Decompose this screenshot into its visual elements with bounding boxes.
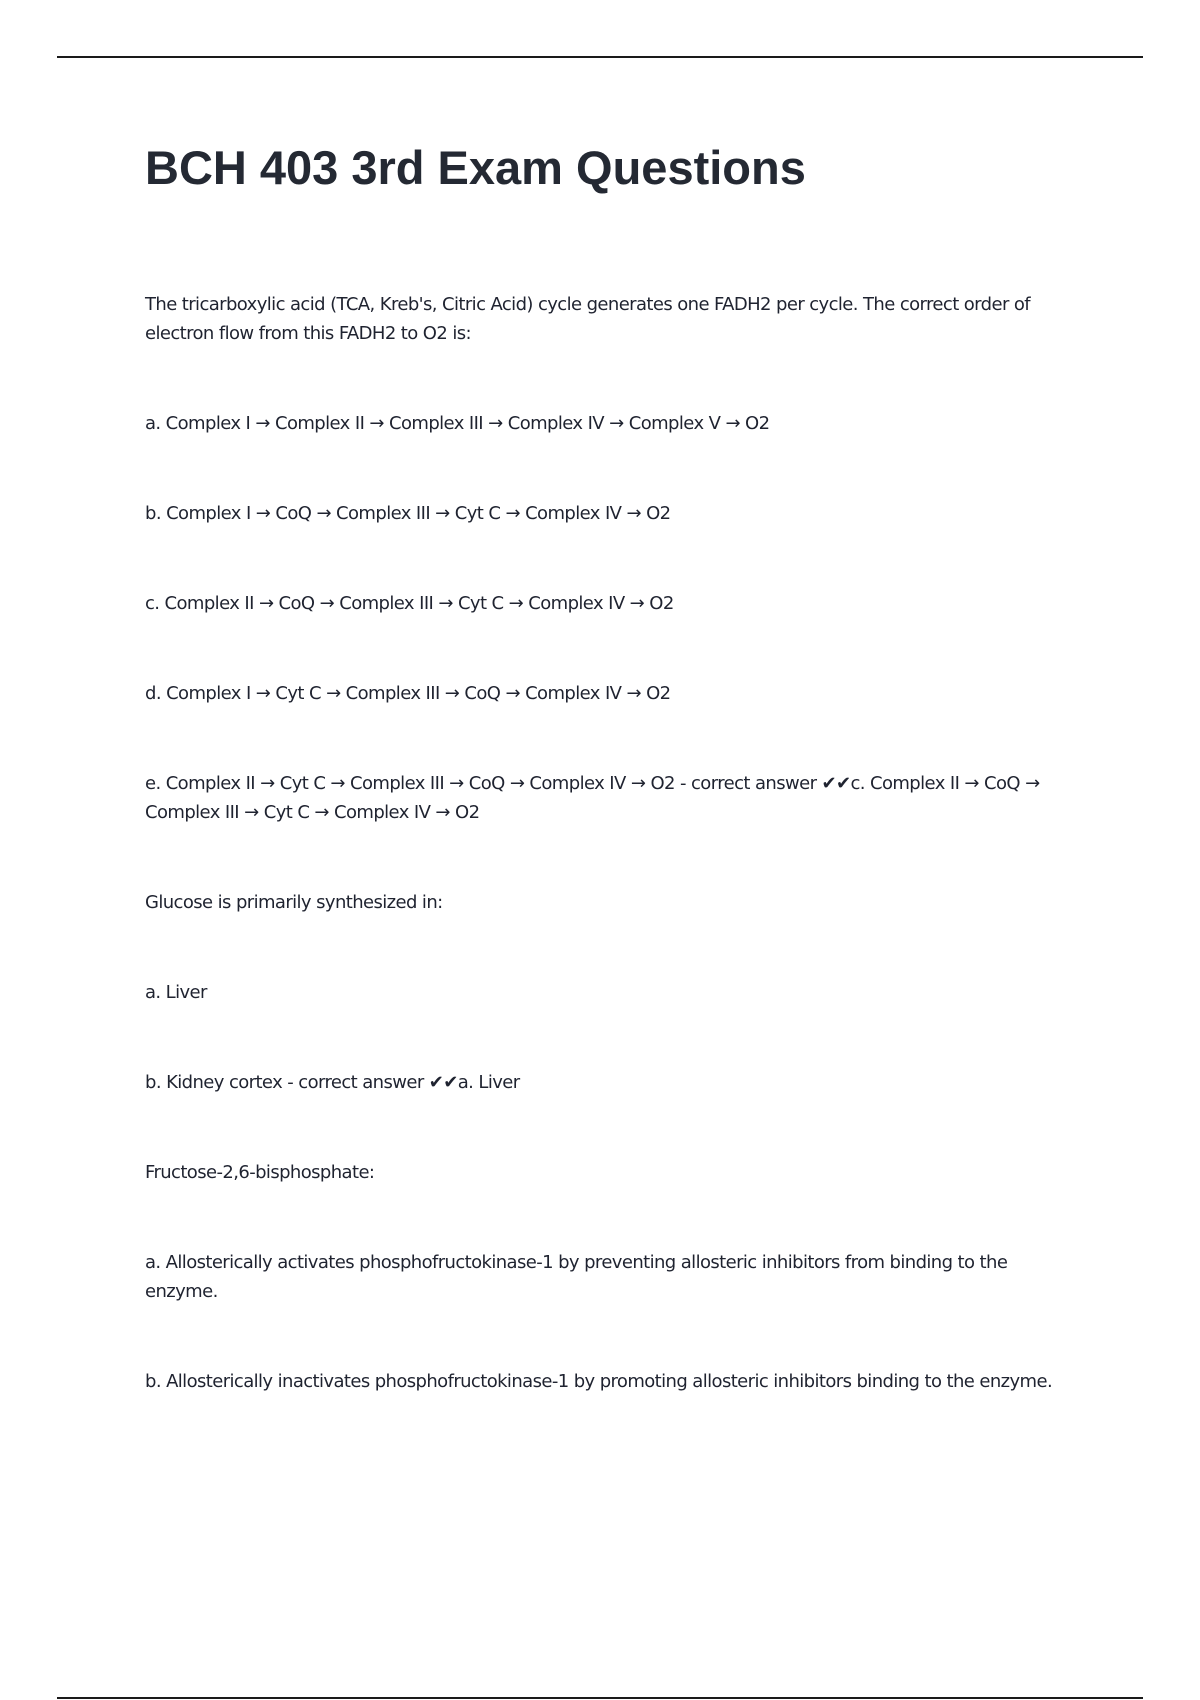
question-2-text: Glucose is primarily synthesized in: [145,892,443,913]
question-1-option-d: d. Complex I → Cyt C → Complex III → CoQ → Complex IV → O2 [145,683,671,704]
question-2-option-b-answer: b. Kidney cortex - correct answer ✔✔a. Liver [145,1072,520,1093]
question-1-text: The tricarboxylic acid (TCA, Kreb's, Citric Acid) cycle generates one FADH2 per cycle. The correct order of electron flow from this FADH2 to O2 is: [145,294,1031,344]
question-1-option-b: b. Complex I → CoQ → Complex III → Cyt C → Complex IV → O2 [145,503,671,524]
question-3-text: Fructose-2,6-bisphosphate: [145,1162,375,1183]
question-3-option-a: a. Allosterically activates phosphofructokinase-1 by preventing allosteric inhibitors from binding to the enzyme. [145,1252,1008,1302]
page-title: BCH 403 3rd Exam Questions [145,141,806,194]
question-1-option-a: a. Complex I → Complex II → Complex III → Complex IV → Complex V → O2 [145,413,770,434]
question-2-option-a: a. Liver [145,982,207,1003]
question-1-option-c: c. Complex II → CoQ → Complex III → Cyt C → Complex IV → O2 [145,593,674,614]
question-1-option-e-answer: e. Complex II → Cyt C → Complex III → CoQ → Complex IV → O2 - correct answer ✔✔c. Complex II → CoQ → Complex III → Cyt C → Complex IV → O2 [145,773,1040,823]
bottom-rule [57,1697,1143,1699]
top-rule [57,56,1143,58]
document-body [145,290,1085,1396]
question-3-option-b: b. Allosterically inactivates phosphofructokinase-1 by promoting allosteric inhibitors binding to the enzyme. [145,1371,1053,1392]
